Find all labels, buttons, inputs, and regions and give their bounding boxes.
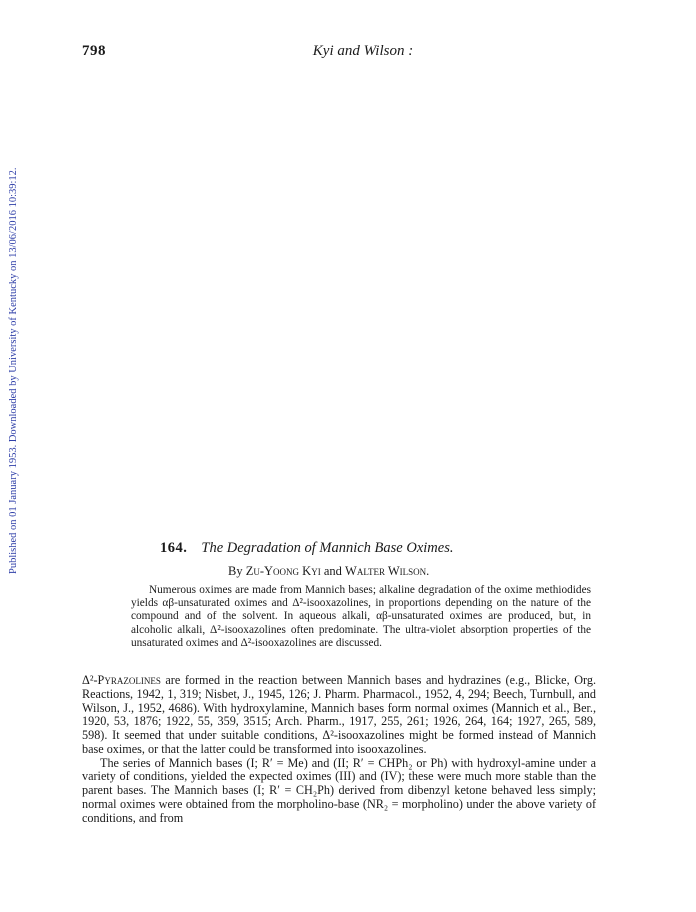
article-title [160,540,620,557]
article-title-text: The Degradation of Mannich Base Oximes. [201,540,454,556]
byline-and: and [323,564,342,578]
abstract-text: Numerous oximes are made from Mannich bases; alkaline degradation of the oxime methiodides yields αβ-unsaturated oximes and Δ²-isooxazolines, in proportions depending on the nature of the compound and of the solvent. In aqueous alkali, αβ-unsaturated oximes are produced, but, in alcoholic alkali, Δ²-isooxazolines often predominate. The ultra-violet absorption properties of the unsaturated oximes and Δ²-isooxazolines are discussed. [131,584,591,649]
body-paragraph-1 [82,674,596,757]
paragraph-lead: Δ²-Pyrazolines [82,673,161,687]
body-text [82,674,596,825]
body-paragraph-2: The series of Mannich bases (I; R′ = Me) and (II; R′ = CHPh₂ or Ph) with hydroxyl-amine under a variety of conditions, yielded the expected oximes (III) and (IV); these were much more stable than the parent bases. The Mannich bases (I; R′ = CH₂Ph) derived from dibenzyl ketone behaved less simply; normal oximes were obtained from the morpholino-base (NR₂ = morpholino) under the above variety of conditions, and from [82,755,596,825]
abstract [131,584,591,650]
article-number: 164. [160,540,188,556]
byline-prefix: By [228,564,243,578]
author-2: Walter Wilson. [345,564,430,578]
page-number: 798 [82,43,106,59]
author-1: Zu-Yoong Kyi [245,564,321,578]
running-head: Kyi and Wilson : [312,43,414,59]
download-watermark: Published on 01 January 1953. Downloaded by University of Kentucky on 13/06/2016 10:39:12. [8,167,19,574]
byline [228,564,429,579]
paragraph-1-text: are formed in the reaction between Mannich bases and hydrazines (e.g., Blicke, Org. Reactions, 1942, 1, 319; Nisbet, J., 1945, 126; J. Pharm. Pharmacol., 1952, 4, 294; Beech, Turnbull, and Wilson, J., 1952, 4686). With hydroxylamine, Mannich bases form normal oximes (Mannich et al., Ber., 1920, 53, 1876; 1922, 55, 359, 3515; Arch. Pharm., 1917, 255, 261; 1926, 264, 164; 1927, 265, 589, 598). It seemed that under suitable conditions, Δ²-isooxazolines might be formed instead of Mannich base oximes, or that the latter could be transformed into isooxazolines. [82,673,596,756]
